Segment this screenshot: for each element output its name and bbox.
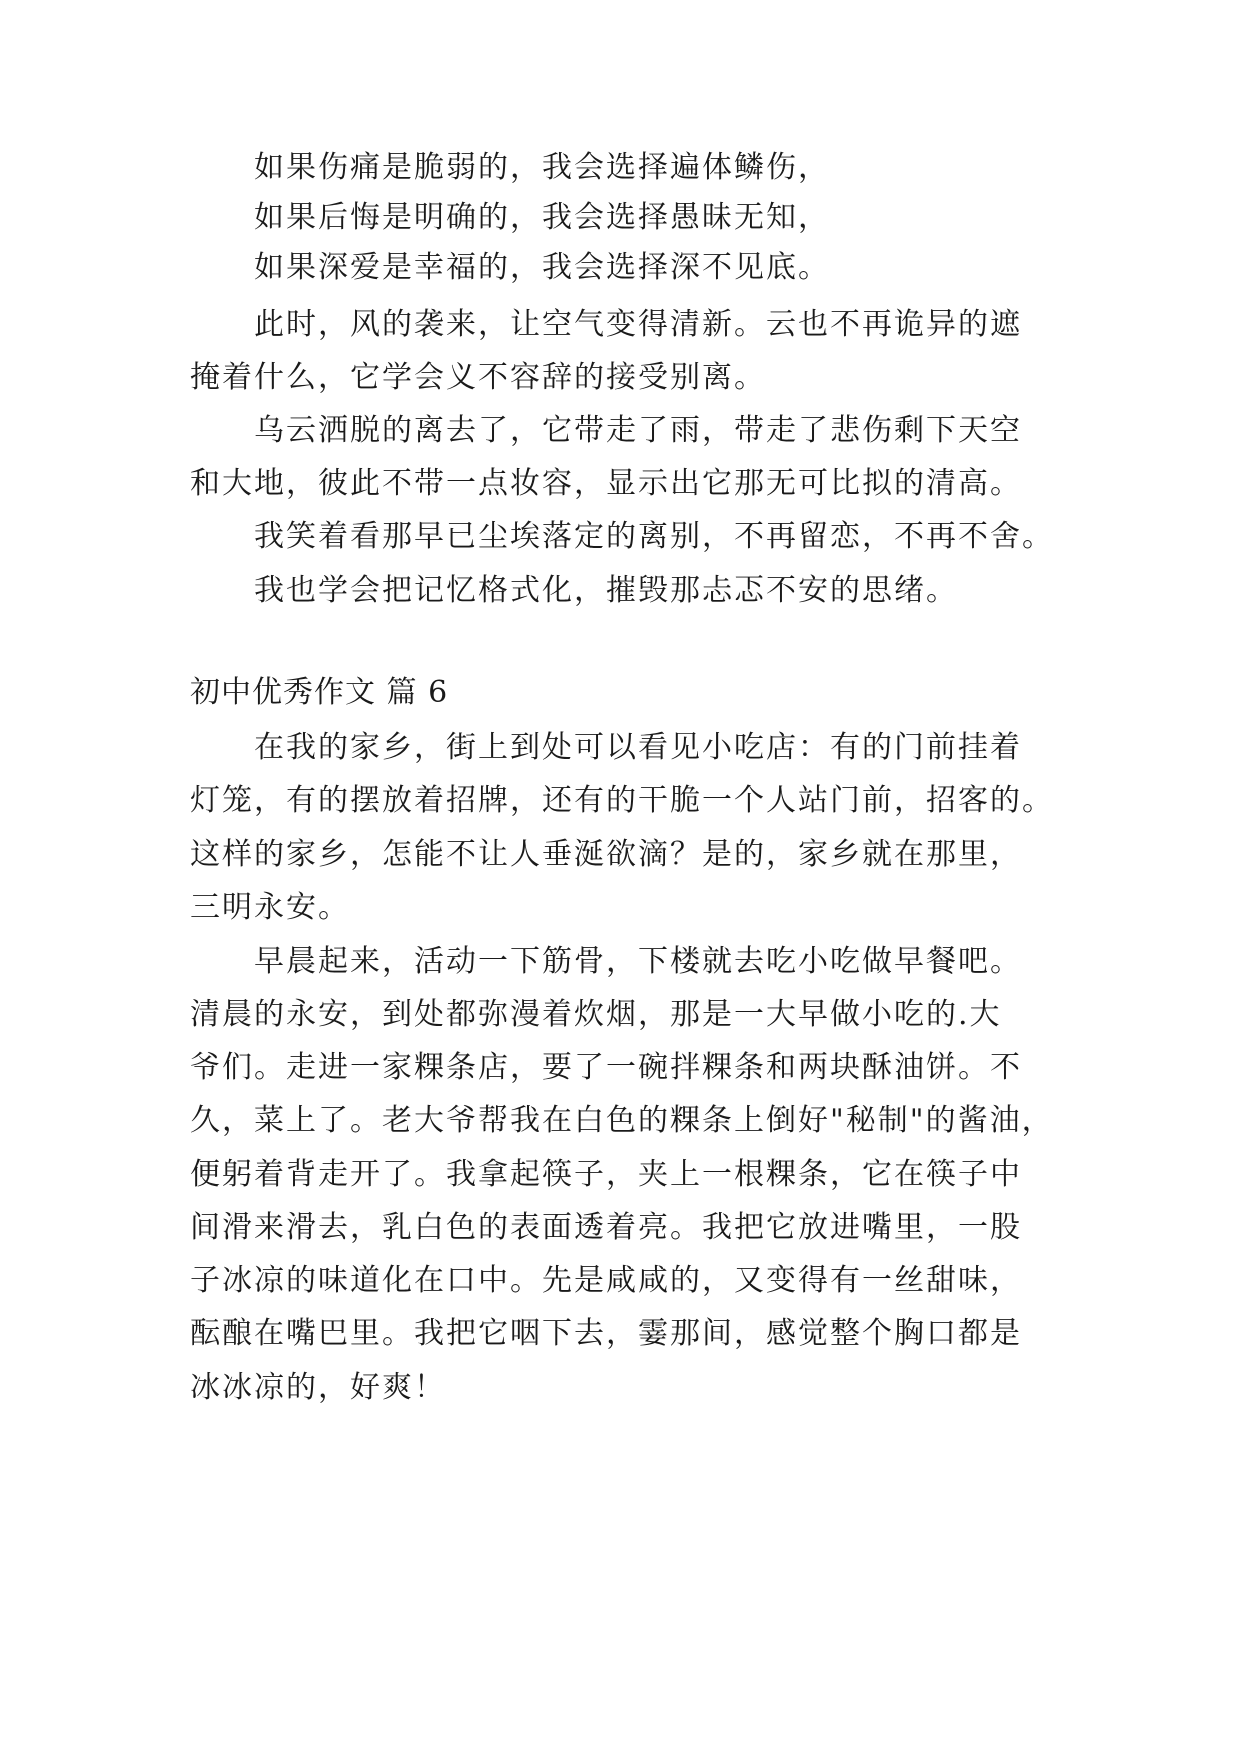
section-heading: 初中优秀作文 篇 6 <box>190 675 449 710</box>
paragraph-line: 在我的家乡，街上到处可以看见小吃店：有的门前挂着 <box>254 730 1022 765</box>
paragraph-line: 酝酿在嘴巴里。我把它咽下去，霎那间，感觉整个胸口都是 <box>190 1316 1022 1351</box>
paragraph-line: 子冰凉的味道化在口中。先是咸咸的，又变得有一丝甜味， <box>190 1263 1022 1298</box>
paragraph-line: 爷们。走进一家粿条店，要了一碗拌粿条和两块酥油饼。不 <box>190 1050 1022 1085</box>
paragraph-line: 早晨起来，活动一下筋骨，下楼就去吃小吃做早餐吧。 <box>254 944 1022 979</box>
paragraph-line: 间滑来滑去，乳白色的表面透着亮。我把它放进嘴里，一股 <box>190 1210 1022 1245</box>
paragraph-line: 我笑着看那早已尘埃落定的离别，不再留恋，不再不舍。 <box>254 519 1054 554</box>
paragraph-line: 此时，风的袭来，让空气变得清新。云也不再诡异的遮 <box>254 307 1022 342</box>
paragraph-line: 掩着什么，它学会义不容辞的接受别离。 <box>190 360 766 395</box>
paragraph-line: 这样的家乡，怎能不让人垂涎欲滴？是的，家乡就在那里， <box>190 837 1022 872</box>
paragraph-line: 久，菜上了。老大爷帮我在白色的粿条上倒好"秘制"的酱油， <box>190 1103 1054 1138</box>
paragraph-line: 灯笼，有的摆放着招牌，还有的干脆一个人站门前，招客的。 <box>190 783 1054 818</box>
paragraph-line: 我也学会把记忆格式化，摧毁那忐忑不安的思绪。 <box>254 573 958 608</box>
poem-line: 如果后悔是明确的，我会选择愚昧无知， <box>254 200 830 235</box>
paragraph-line: 三明永安。 <box>190 890 350 925</box>
poem-line: 如果伤痛是脆弱的，我会选择遍体鳞伤， <box>254 150 830 185</box>
paragraph-line: 清晨的永安，到处都弥漫着炊烟，那是一大早做小吃的.大 <box>190 997 1002 1032</box>
paragraph-line: 冰冰凉的，好爽！ <box>190 1370 446 1405</box>
paragraph-line: 乌云洒脱的离去了，它带走了雨，带走了悲伤剩下天空 <box>254 413 1022 448</box>
poem-line: 如果深爱是幸福的，我会选择深不见底。 <box>254 250 830 285</box>
paragraph-line: 便躬着背走开了。我拿起筷子，夹上一根粿条，它在筷子中 <box>190 1157 1022 1192</box>
paragraph-line: 和大地，彼此不带一点妆容，显示出它那无可比拟的清高。 <box>190 466 1022 501</box>
